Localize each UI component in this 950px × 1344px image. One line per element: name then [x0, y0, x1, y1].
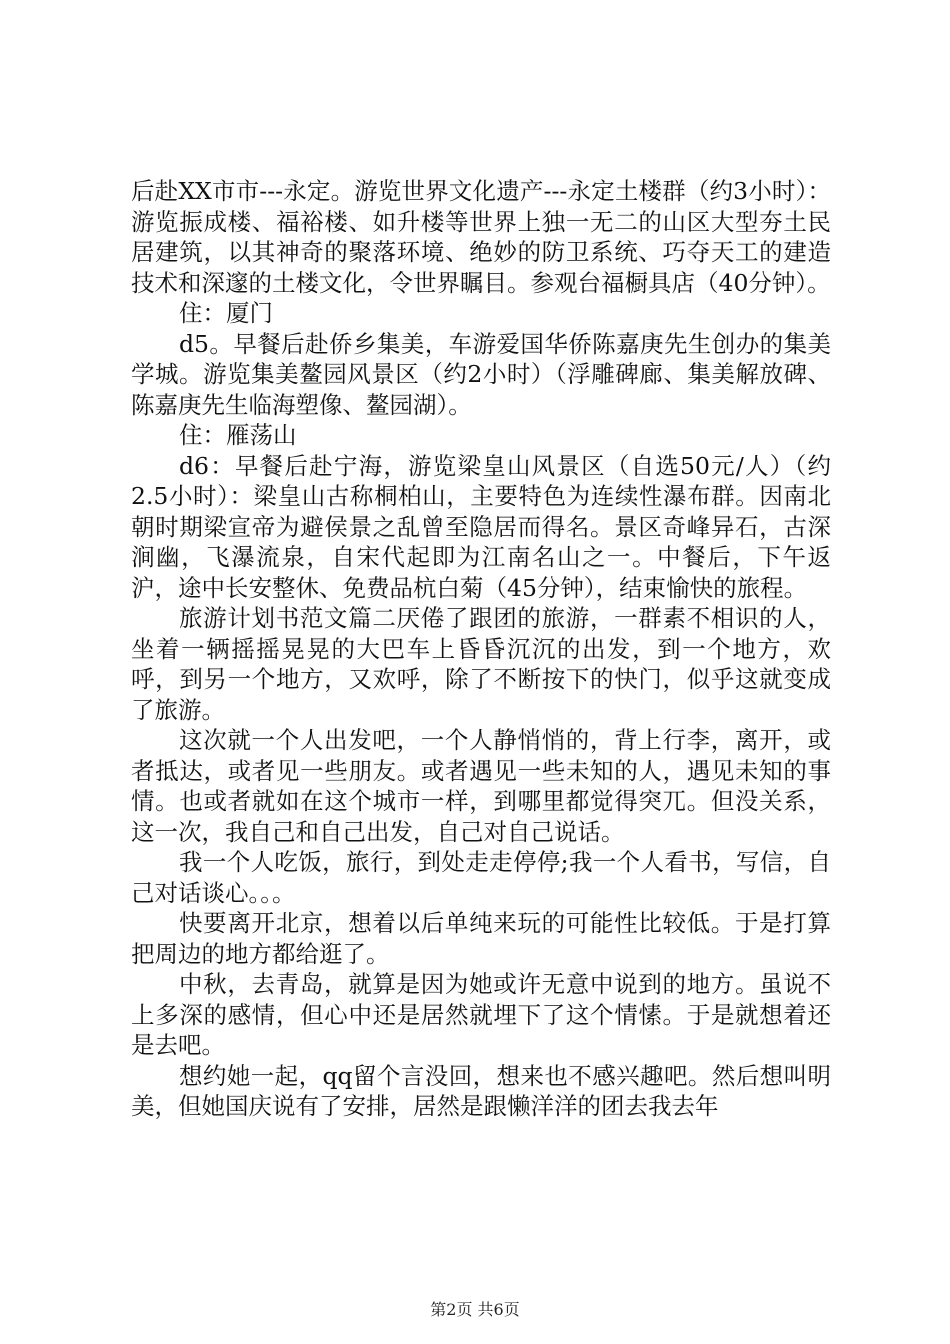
document-body — [131, 176, 831, 1122]
paragraph: 中秋，去青岛，就算是因为她或许无意中说到的地方。虽说不上多深的感情，但心中还是居然就埋下了这个情愫。于是就想着还是去吧。 — [131, 970, 831, 1059]
paragraph: 我一个人吃饭，旅行，到处走走停停;我一个人看书，写信，自己对话谈心。。。 — [131, 848, 831, 907]
paragraph: 住：厦门 — [179, 299, 273, 327]
paragraph: 想约她一起，qq留个言没回，想来也不感兴趣吧。然后想叫明美，但她国庆说有了安排，居然是跟懒洋洋的团去我去年 — [131, 1061, 831, 1120]
paragraph: d5。早餐后赴侨乡集美，车游爱国华侨陈嘉庚先生创办的集美学城。游览集美鳌园风景区（约2小时）（浮雕碑廊、集美解放碑、陈嘉庚先生临海塑像、鳌园湖）。 — [131, 329, 831, 419]
paragraph: 快要离开北京，想着以后单纯来玩的可能性比较低。于是打算把周边的地方都给逛了。 — [131, 909, 831, 968]
paragraph: 旅游计划书范文篇二厌倦了跟团的旅游，一群素不相识的人，坐着一辆摇摇晃晃的大巴车上昏昏沉沉的出发，到一个地方，欢呼，到另一个地方，又欢呼，除了不断按下的快门，似乎这就变成了旅游。 — [131, 604, 831, 724]
paragraph: 住：雁荡山 — [179, 421, 297, 449]
paragraph: 这次就一个人出发吧，一个人静悄悄的，背上行李，离开，或者抵达，或者见一些朋友。或者遇见一些未知的人，遇见未知的事情。也或者就如在这个城市一样，到哪里都觉得突兀。但没关系，这一次，我自己和自己出发，自己对自己说话。 — [131, 726, 831, 846]
page-footer: 第2页 共6页 — [430, 1300, 520, 1319]
paragraph: d6：早餐后赴宁海，游览梁皇山风景区（自选50元/人）（约2.5小时）：梁皇山古称桐柏山，主要特色为连续性瀑布群。因南北朝时期梁宣帝为避侯景之乱曾至隐居而得名。景区奇峰异石，古深涧幽，飞瀑流泉，自宋代起即为江南名山之一。中餐后，下午返沪，途中长安整休、免费品杭白菊（45分钟），结束愉快的旅程。 — [131, 451, 831, 602]
paragraph: 后赴XX市市---永定。游览世界文化遗产---永定土楼群（约3小时）：游览振成楼、福裕楼、如升楼等世界上独一无二的山区大型夯土民居建筑，以其神奇的聚落环境、绝妙的防卫系统、巧夺天工的建造技术和深邃的土楼文化，令世界瞩目。参观台福橱具店（40分钟）。 — [131, 177, 831, 297]
